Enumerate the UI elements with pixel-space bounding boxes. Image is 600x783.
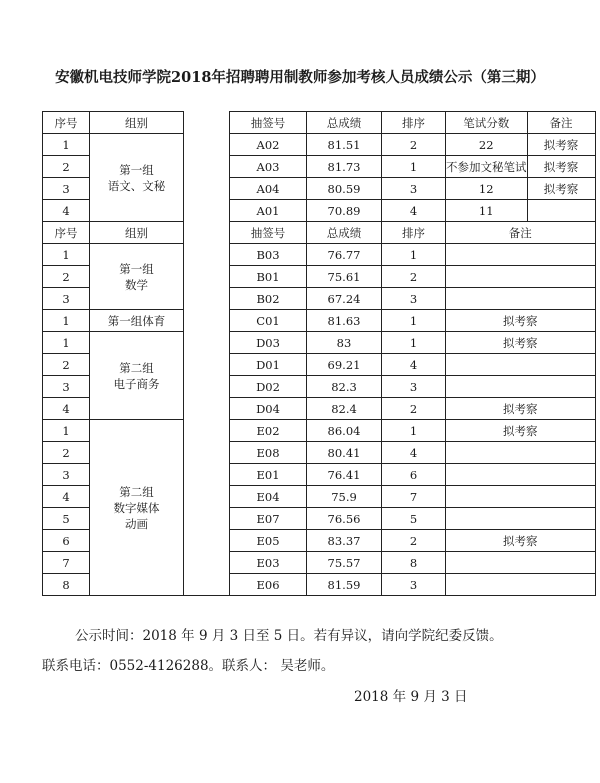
spacer-cell xyxy=(184,464,230,486)
rank-cell: 3 xyxy=(382,288,446,310)
group-label-line: 数字媒体 xyxy=(113,500,160,515)
total-cell: 81.63 xyxy=(307,310,382,332)
group-cell xyxy=(90,310,184,332)
spacer-cell xyxy=(184,420,230,442)
header-total: 总成绩 xyxy=(307,222,382,244)
seq-cell: 4 xyxy=(43,486,90,508)
group-label-line: 第一组 xyxy=(119,261,154,276)
group-cell xyxy=(90,420,184,596)
total-cell: 83 xyxy=(307,332,382,354)
group-label-line: 第二组 xyxy=(119,484,154,499)
rank-cell: 7 xyxy=(382,486,446,508)
total-cell: 67.24 xyxy=(307,288,382,310)
draw-cell: B02 xyxy=(230,288,307,310)
spacer-cell xyxy=(184,574,230,596)
written-cell: 12 xyxy=(446,178,528,200)
notice-date: 2018 年 9 月 3 日 xyxy=(354,689,468,705)
remark-cell xyxy=(446,552,596,574)
table-row xyxy=(43,244,596,266)
seq-cell: 1 xyxy=(43,310,90,332)
rank-cell: 8 xyxy=(382,552,446,574)
rank-cell: 1 xyxy=(382,244,446,266)
draw-cell: E05 xyxy=(230,530,307,552)
rank-cell: 4 xyxy=(382,200,446,222)
rank-cell: 5 xyxy=(382,508,446,530)
draw-cell: E08 xyxy=(230,442,307,464)
rank-cell: 2 xyxy=(382,530,446,552)
remark-cell xyxy=(446,354,596,376)
total-cell: 81.73 xyxy=(307,156,382,178)
remark-cell xyxy=(527,200,595,222)
total-cell: 75.9 xyxy=(307,486,382,508)
spacer-cell xyxy=(184,354,230,376)
draw-cell: A01 xyxy=(230,200,307,222)
spacer-cell xyxy=(184,310,230,332)
group-label-line: 语文、文秘 xyxy=(107,178,166,193)
draw-cell: D03 xyxy=(230,332,307,354)
spacer-cell xyxy=(184,222,230,244)
spacer-cell xyxy=(184,332,230,354)
remark-cell: 拟考察 xyxy=(527,156,595,178)
header-total: 总成绩 xyxy=(307,112,382,134)
seq-cell: 5 xyxy=(43,508,90,530)
total-cell: 82.3 xyxy=(307,376,382,398)
table-row xyxy=(43,332,596,354)
total-cell: 69.21 xyxy=(307,354,382,376)
page-title: 安徽机电技师学院2018年招聘聘用制教师参加考核人员成绩公示（第三期） xyxy=(55,69,545,86)
spacer-cell xyxy=(184,376,230,398)
spacer-cell xyxy=(184,178,230,200)
rank-cell: 1 xyxy=(382,156,446,178)
spacer-cell xyxy=(184,200,230,222)
header-remark: 备注 xyxy=(446,222,596,244)
header-seq: 序号 xyxy=(43,112,90,134)
spacer-cell xyxy=(184,398,230,420)
spacer-cell xyxy=(184,508,230,530)
group-label-line: 第二组 xyxy=(119,360,154,375)
total-cell: 76.41 xyxy=(307,464,382,486)
draw-cell: E01 xyxy=(230,464,307,486)
total-cell: 76.56 xyxy=(307,508,382,530)
spacer-cell xyxy=(184,112,230,134)
seq-cell: 1 xyxy=(43,244,90,266)
spacer-cell xyxy=(184,244,230,266)
seq-cell: 1 xyxy=(43,332,90,354)
table-row xyxy=(43,420,596,442)
total-cell: 75.57 xyxy=(307,552,382,574)
total-cell: 86.04 xyxy=(307,420,382,442)
seq-cell: 7 xyxy=(43,552,90,574)
remark-cell xyxy=(446,442,596,464)
seq-cell: 3 xyxy=(43,288,90,310)
rank-cell: 3 xyxy=(382,574,446,596)
written-cell: 11 xyxy=(446,200,528,222)
group-cell xyxy=(90,244,184,310)
remark-cell: 拟考察 xyxy=(527,134,595,156)
draw-cell: D04 xyxy=(230,398,307,420)
seq-cell: 3 xyxy=(43,464,90,486)
spacer-cell xyxy=(184,486,230,508)
remark-cell: 拟考察 xyxy=(527,178,595,200)
spacer-cell xyxy=(184,156,230,178)
remark-cell xyxy=(446,244,596,266)
header-rank: 排序 xyxy=(382,222,446,244)
spacer-cell xyxy=(184,134,230,156)
total-cell: 80.41 xyxy=(307,442,382,464)
rank-cell: 6 xyxy=(382,464,446,486)
seq-cell: 2 xyxy=(43,156,90,178)
total-cell: 81.59 xyxy=(307,574,382,596)
group-label-line: 动画 xyxy=(125,516,148,531)
rank-cell: 2 xyxy=(382,134,446,156)
total-cell: 83.37 xyxy=(307,530,382,552)
header-group: 组别 xyxy=(90,112,184,134)
rank-cell: 3 xyxy=(382,376,446,398)
total-cell: 76.77 xyxy=(307,244,382,266)
remark-cell xyxy=(446,376,596,398)
group-label-line: 数学 xyxy=(125,277,148,292)
remark-cell xyxy=(446,508,596,530)
total-cell: 75.61 xyxy=(307,266,382,288)
written-cell: 不参加文秘笔试 xyxy=(446,156,528,178)
spacer-cell xyxy=(184,266,230,288)
seq-cell: 6 xyxy=(43,530,90,552)
remark-cell: 拟考察 xyxy=(446,420,596,442)
rank-cell: 3 xyxy=(382,178,446,200)
notice-contact: 联系电话：0552-4126288。联系人： 吴老师。 xyxy=(42,658,335,674)
remark-cell xyxy=(446,486,596,508)
draw-cell: E02 xyxy=(230,420,307,442)
spacer-cell xyxy=(184,552,230,574)
rank-cell: 4 xyxy=(382,442,446,464)
seq-cell: 2 xyxy=(43,354,90,376)
spacer-cell xyxy=(184,442,230,464)
draw-cell: E06 xyxy=(230,574,307,596)
remark-cell xyxy=(446,574,596,596)
total-cell: 70.89 xyxy=(307,200,382,222)
total-cell: 81.51 xyxy=(307,134,382,156)
table-row xyxy=(43,134,596,156)
draw-cell: A04 xyxy=(230,178,307,200)
seq-cell: 3 xyxy=(43,376,90,398)
header-draw: 抽签号 xyxy=(230,112,307,134)
header-row xyxy=(43,112,596,134)
remark-cell: 拟考察 xyxy=(446,530,596,552)
header-draw: 抽签号 xyxy=(230,222,307,244)
draw-cell: B03 xyxy=(230,244,307,266)
seq-cell: 2 xyxy=(43,442,90,464)
rank-cell: 1 xyxy=(382,332,446,354)
rank-cell: 2 xyxy=(382,398,446,420)
seq-cell: 2 xyxy=(43,266,90,288)
remark-cell: 拟考察 xyxy=(446,310,596,332)
group-label-line: 第一组体育 xyxy=(107,313,166,328)
seq-cell: 1 xyxy=(43,134,90,156)
remark-cell: 拟考察 xyxy=(446,332,596,354)
seq-cell: 4 xyxy=(43,398,90,420)
rank-cell: 1 xyxy=(382,310,446,332)
header-written: 笔试分数 xyxy=(446,112,528,134)
rank-cell: 4 xyxy=(382,354,446,376)
table-row xyxy=(43,310,596,332)
draw-cell: C01 xyxy=(230,310,307,332)
header-remark: 备注 xyxy=(527,112,595,134)
draw-cell: A02 xyxy=(230,134,307,156)
group-cell xyxy=(90,134,184,222)
score-table xyxy=(42,111,596,596)
notice-period: 公示时间：2018 年 9 月 3 日至 5 日。若有异议，请向学院纪委反馈。 xyxy=(75,628,503,644)
total-cell: 82.4 xyxy=(307,398,382,420)
draw-cell: E04 xyxy=(230,486,307,508)
group-cell xyxy=(90,332,184,420)
draw-cell: D01 xyxy=(230,354,307,376)
remark-cell xyxy=(446,464,596,486)
group-label-line: 第一组 xyxy=(119,162,154,177)
draw-cell: D02 xyxy=(230,376,307,398)
total-cell: 80.59 xyxy=(307,178,382,200)
draw-cell: E03 xyxy=(230,552,307,574)
rank-cell: 2 xyxy=(382,266,446,288)
group-label-line: 电子商务 xyxy=(113,376,160,391)
header-seq: 序号 xyxy=(43,222,90,244)
draw-cell: A03 xyxy=(230,156,307,178)
spacer-cell xyxy=(184,530,230,552)
draw-cell: E07 xyxy=(230,508,307,530)
remark-cell: 拟考察 xyxy=(446,398,596,420)
spacer-cell xyxy=(184,288,230,310)
seq-cell: 3 xyxy=(43,178,90,200)
seq-cell: 1 xyxy=(43,420,90,442)
header-group: 组别 xyxy=(90,222,184,244)
header-rank: 排序 xyxy=(382,112,446,134)
seq-cell: 8 xyxy=(43,574,90,596)
rank-cell: 1 xyxy=(382,420,446,442)
seq-cell: 4 xyxy=(43,200,90,222)
header-row xyxy=(43,222,596,244)
remark-cell xyxy=(446,266,596,288)
remark-cell xyxy=(446,288,596,310)
written-cell: 22 xyxy=(446,134,528,156)
draw-cell: B01 xyxy=(230,266,307,288)
